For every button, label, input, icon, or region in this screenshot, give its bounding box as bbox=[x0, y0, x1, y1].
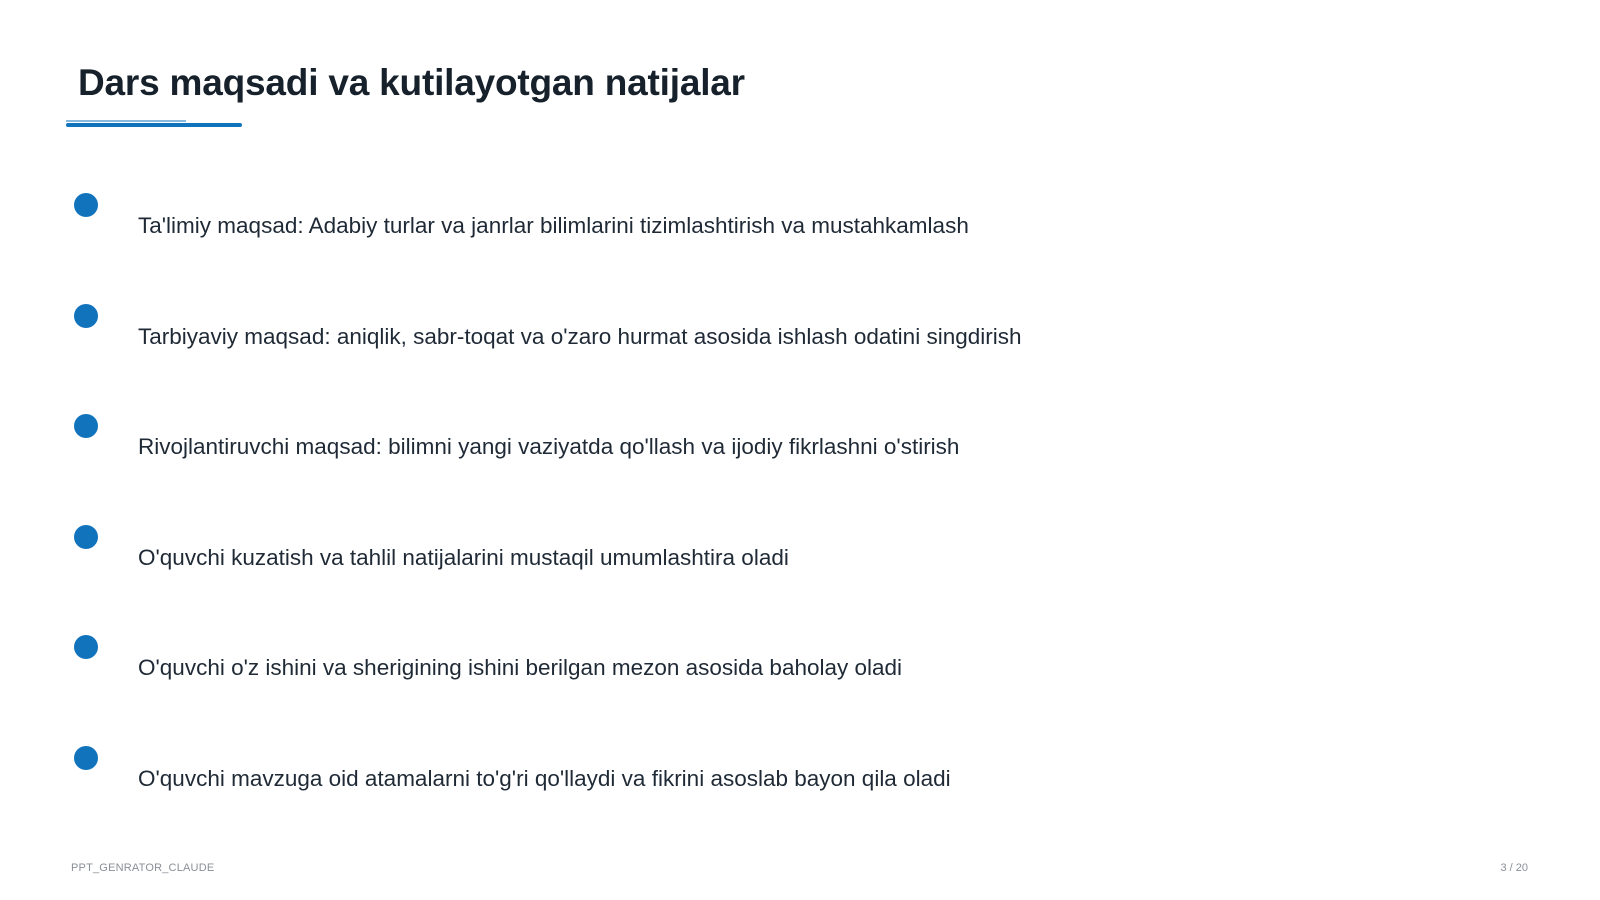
page-current: 3 bbox=[1500, 862, 1507, 874]
bullet-item bbox=[72, 304, 1472, 364]
bullet-dot-icon bbox=[74, 414, 98, 438]
page-number bbox=[1500, 862, 1528, 874]
bullet-item bbox=[72, 746, 1472, 806]
bullet-text: O'quvchi mavzuga oid atamalarni to'g'ri qo'llaydi va fikrini asoslab bayon qila oladi bbox=[138, 766, 951, 791]
bullet-dot-icon bbox=[74, 193, 98, 217]
title-underline-accent bbox=[66, 120, 186, 122]
bullet-dot-icon bbox=[74, 304, 98, 328]
bullet-dot-icon bbox=[74, 525, 98, 549]
bullet-text: Rivojlantiruvchi maqsad: bilimni yangi vaziyatda qo'llash va ijodiy fikrlashni o'stirish bbox=[138, 434, 960, 459]
bullet-text: Ta'limiy maqsad: Adabiy turlar va janrlar bilimlarini tizimlashtirish va mustahkamlash bbox=[138, 213, 969, 238]
bullet-item bbox=[72, 193, 1472, 253]
page-total: 20 bbox=[1515, 862, 1528, 874]
slide-title: Dars maqsadi va kutilayotgan natijalar bbox=[78, 62, 745, 103]
title-underline bbox=[66, 123, 242, 127]
bullet-text: O'quvchi o'z ishini va sherigining ishini berilgan mezon asosida baholay oladi bbox=[138, 655, 903, 680]
bullet-dot-icon bbox=[74, 635, 98, 659]
bullet-item bbox=[72, 635, 1472, 695]
bullet-text: O'quvchi kuzatish va tahlil natijalarini mustaqil umumlashtira oladi bbox=[138, 545, 789, 570]
bullet-dot-icon bbox=[74, 746, 98, 770]
bullet-item bbox=[72, 525, 1472, 585]
page-separator: / bbox=[1509, 862, 1513, 874]
bullet-text: Tarbiyaviy maqsad: aniqlik, sabr-toqat va o'zaro hurmat asosida ishlash odatini singdirish bbox=[138, 324, 1022, 349]
bullet-item bbox=[72, 414, 1472, 474]
footer-source: PPT_GENRATOR_CLAUDE bbox=[71, 862, 215, 874]
